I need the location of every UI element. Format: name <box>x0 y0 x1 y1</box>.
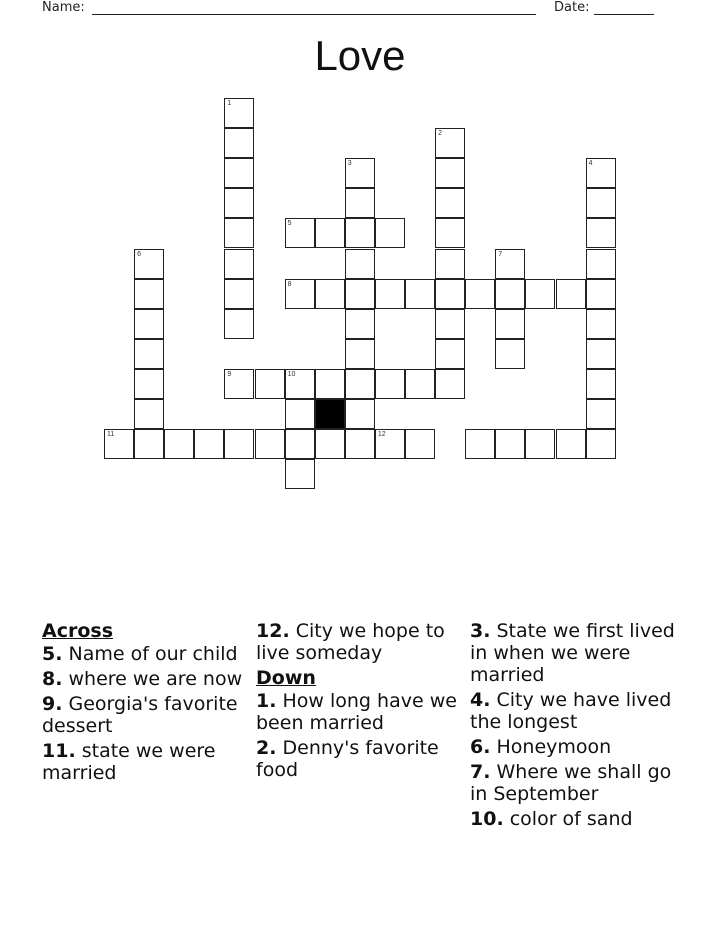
grid-cell[interactable] <box>285 369 315 399</box>
grid-cell[interactable] <box>345 399 375 429</box>
grid-cell[interactable] <box>525 429 555 459</box>
grid-cell[interactable] <box>315 279 345 309</box>
clues-column-2 <box>256 620 461 784</box>
grid-cell[interactable] <box>495 339 525 369</box>
grid-cell[interactable] <box>405 429 435 459</box>
grid-cell[interactable] <box>345 279 375 309</box>
date-label: Date: <box>554 0 590 15</box>
grid-cell[interactable] <box>345 369 375 399</box>
grid-cell[interactable] <box>134 339 164 369</box>
clue-text: Honeymoon <box>496 736 612 758</box>
grid-cell[interactable] <box>465 429 495 459</box>
grid-cell[interactable] <box>586 369 616 399</box>
grid-cell[interactable] <box>586 279 616 309</box>
clue-item <box>256 690 461 734</box>
grid-cell[interactable] <box>435 279 465 309</box>
clue-number: 4. <box>470 689 491 711</box>
grid-cell[interactable] <box>224 309 254 339</box>
grid-cell[interactable] <box>495 309 525 339</box>
grid-cell[interactable] <box>224 369 254 399</box>
grid-cell[interactable] <box>435 339 465 369</box>
grid-cell[interactable] <box>194 429 224 459</box>
name-label: Name: <box>42 0 85 15</box>
cell-number: 12 <box>377 431 386 439</box>
grid-cell[interactable] <box>285 218 315 248</box>
cell-number: 9 <box>227 370 232 378</box>
clue-item <box>42 740 247 784</box>
grid-cell[interactable] <box>435 309 465 339</box>
grid-cell[interactable] <box>285 399 315 429</box>
grid-cell[interactable] <box>255 429 285 459</box>
cell-number: 8 <box>287 280 292 288</box>
clue-number: 9. <box>42 693 63 715</box>
grid-cell[interactable] <box>375 429 405 459</box>
grid-cell[interactable] <box>134 369 164 399</box>
grid-cell[interactable] <box>435 188 465 218</box>
grid-cell[interactable] <box>435 249 465 279</box>
grid-cell[interactable] <box>586 249 616 279</box>
cell-number: 6 <box>137 250 141 258</box>
grid-cell[interactable] <box>315 369 345 399</box>
grid-cell[interactable] <box>405 369 435 399</box>
grid-cell[interactable] <box>435 128 465 158</box>
grid-cell[interactable] <box>586 188 616 218</box>
grid-cell[interactable] <box>164 429 194 459</box>
grid-cell[interactable] <box>586 218 616 248</box>
clue-text: How long have we been married <box>256 690 457 734</box>
grid-cell[interactable] <box>134 249 164 279</box>
clue-item <box>470 736 685 758</box>
cell-number: 10 <box>287 370 296 378</box>
clue-text: where we are now <box>68 668 243 690</box>
grid-cell[interactable] <box>134 399 164 429</box>
cell-number: 2 <box>438 130 442 138</box>
cell-number: 3 <box>347 160 352 168</box>
grid-cell[interactable] <box>345 309 375 339</box>
down-heading: Down <box>256 667 316 689</box>
clue-text: City we have lived the longest <box>470 689 672 733</box>
grid-cell[interactable] <box>345 188 375 218</box>
cell-number: 7 <box>498 250 503 258</box>
clue-number: 7. <box>470 761 491 783</box>
grid-cell[interactable] <box>495 249 525 279</box>
clue-text: Name of our child <box>68 643 238 665</box>
grid-cell[interactable] <box>255 369 285 399</box>
grid-cell[interactable] <box>465 279 495 309</box>
clue-text: state we were married <box>42 740 216 784</box>
grid-cell[interactable] <box>224 188 254 218</box>
grid-cell[interactable] <box>104 429 134 459</box>
grid-cell[interactable] <box>556 429 586 459</box>
clue-number: 5. <box>42 643 63 665</box>
clue-number: 1. <box>256 690 277 712</box>
grid-cell[interactable] <box>134 279 164 309</box>
grid-cell[interactable] <box>134 429 164 459</box>
clue-number: 10. <box>470 808 504 830</box>
grid-cell[interactable] <box>495 429 525 459</box>
across-heading: Across <box>42 620 114 642</box>
grid-cell[interactable] <box>345 158 375 188</box>
clue-item <box>42 668 247 690</box>
clue-number: 3. <box>470 620 491 642</box>
grid-cell[interactable] <box>285 279 315 309</box>
clues-column-3 <box>470 620 685 833</box>
clue-item <box>470 761 685 805</box>
grid-cell[interactable] <box>586 158 616 188</box>
clue-item <box>42 693 247 737</box>
grid-cell[interactable] <box>556 279 586 309</box>
grid-cell[interactable] <box>586 339 616 369</box>
clue-item <box>470 689 685 733</box>
clue-text: Denny's favorite food <box>256 737 439 781</box>
cell-number: 5 <box>287 220 292 228</box>
grid-cell[interactable] <box>285 459 315 489</box>
grid-cell[interactable] <box>345 249 375 279</box>
clue-number: 6. <box>470 736 491 758</box>
grid-cell[interactable] <box>224 128 254 158</box>
grid-cell[interactable] <box>224 429 254 459</box>
grid-cell[interactable] <box>435 369 465 399</box>
grid-cell[interactable] <box>375 218 405 248</box>
cell-number: 1 <box>227 100 232 107</box>
grid-cell[interactable] <box>525 279 555 309</box>
grid-cell[interactable] <box>586 399 616 429</box>
grid-cell[interactable] <box>224 218 254 248</box>
grid-cell[interactable] <box>315 218 345 248</box>
grid-cell[interactable] <box>224 279 254 309</box>
grid-cell[interactable] <box>345 218 375 248</box>
grid-cell[interactable] <box>435 158 465 188</box>
grid-cell[interactable] <box>315 429 345 459</box>
puzzle-title: Love <box>314 32 406 79</box>
clue-number: 11. <box>42 740 76 762</box>
grid-cell[interactable] <box>345 339 375 369</box>
clue-number: 8. <box>42 668 63 690</box>
cell-number: 4 <box>588 160 593 168</box>
grid-block <box>315 399 345 429</box>
cell-number: 11 <box>107 431 115 439</box>
clue-item <box>42 643 247 665</box>
grid-cell[interactable] <box>405 279 435 309</box>
clue-text: City we hope to live someday <box>256 620 445 664</box>
clue-number: 12. <box>256 620 290 642</box>
grid-cell[interactable] <box>375 279 405 309</box>
grid-cell[interactable] <box>224 158 254 188</box>
clue-text: Where we shall go in September <box>470 761 672 805</box>
grid-cell[interactable] <box>224 98 254 128</box>
clue-item <box>470 620 685 686</box>
grid-cell[interactable] <box>134 309 164 339</box>
grid-cell[interactable] <box>224 249 254 279</box>
clues-column-1 <box>42 620 247 787</box>
grid-cell[interactable] <box>435 218 465 248</box>
grid-cell[interactable] <box>495 279 525 309</box>
grid-cell[interactable] <box>345 429 375 459</box>
clue-text: State we first lived in when we were married <box>470 620 675 686</box>
grid-cell[interactable] <box>586 309 616 339</box>
clue-number: 2. <box>256 737 277 759</box>
clue-item <box>470 808 685 830</box>
clue-item <box>256 737 461 781</box>
clue-text: Georgia's favorite dessert <box>42 693 238 737</box>
clue-text: color of sand <box>509 808 633 830</box>
grid-cell[interactable] <box>285 429 315 459</box>
grid-cell[interactable] <box>375 369 405 399</box>
clue-item <box>256 620 461 664</box>
grid-cell[interactable] <box>586 429 616 459</box>
